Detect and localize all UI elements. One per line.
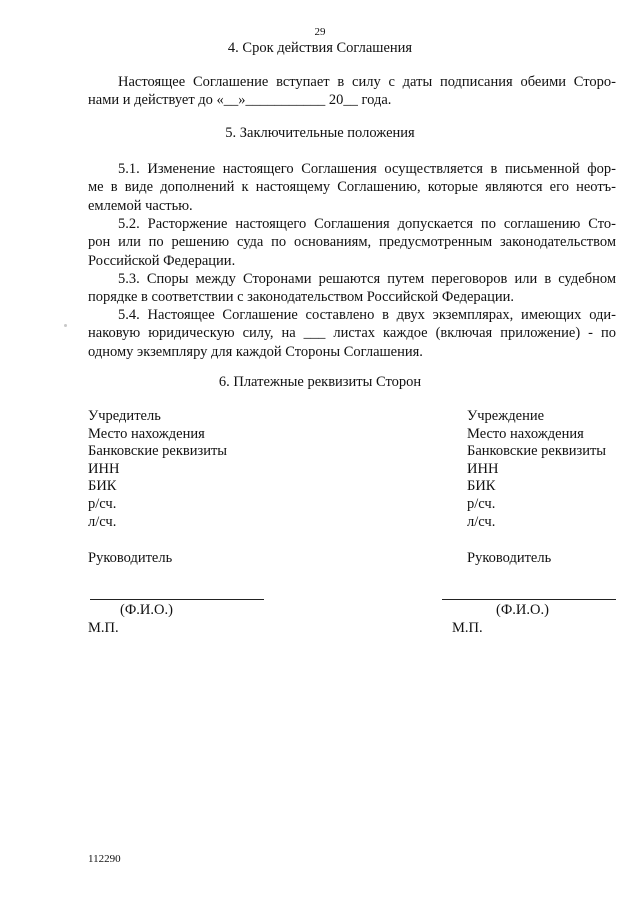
- section-5-title: 5. Заключительные положения: [225, 125, 415, 141]
- text-line: порядке в соответствии с законодательством Российской Федерации.: [88, 289, 514, 306]
- institution-signature-line: [442, 599, 616, 600]
- text-line: 5.1. Изменение настоящего Соглашения осуществляется в письменной фор-: [118, 161, 616, 177]
- text-line: одному экземпляру для каждой Стороны Соглашения.: [88, 343, 423, 360]
- requisite-line: БИК: [467, 478, 496, 495]
- requisite-line: р/сч.: [467, 495, 496, 512]
- text-line: 5.4. Настоящее Соглашение составлено в двух экземплярах, имеющих оди-: [118, 307, 616, 323]
- section-4-title: 4. Срок действия Соглашения: [227, 40, 413, 56]
- institution-stamp-label: М.П.: [452, 620, 483, 636]
- page-number: 29: [314, 26, 326, 38]
- requisite-line: л/сч.: [467, 513, 496, 530]
- text-line: наковую юридическую силу, на ___ листах каждое (включая приложение) - по: [88, 325, 616, 342]
- founder-signature-line: [90, 599, 264, 600]
- institution-head-label: Руководитель: [467, 550, 552, 566]
- requisite-line: Место нахождения: [467, 425, 584, 442]
- requisite-line: Место нахождения: [88, 425, 205, 442]
- text-line: нами и действует до «__»___________ 20__ года.: [88, 92, 392, 109]
- requisite-line: Учредитель: [88, 408, 161, 424]
- founder-fio-label: (Ф.И.О.): [120, 602, 173, 618]
- document-code: 112290: [88, 853, 121, 865]
- requisite-line: р/сч.: [88, 495, 117, 512]
- institution-fio-label: (Ф.И.О.): [496, 602, 549, 618]
- text-line: рон или по решению суда по основаниям, предусмотренным законодательством: [88, 234, 616, 251]
- founder-requisites: [88, 408, 227, 531]
- text-line: 5.3. Споры между Сторонами решаются путем переговоров или в судебном: [118, 271, 616, 287]
- institution-requisites: [467, 408, 606, 531]
- text-line: емлемой частью.: [88, 197, 193, 214]
- clause-5-1: [88, 160, 616, 215]
- requisite-line: ИНН: [467, 460, 499, 477]
- clause-5-4: [88, 306, 616, 361]
- scan-speck: [64, 324, 67, 327]
- clause-5-2: [88, 215, 616, 270]
- section-4-paragraph: [88, 73, 616, 110]
- requisite-line: Банковские реквизиты: [467, 443, 607, 460]
- text-line: ме в виде дополнений к настоящему Соглашению, которые являются его неотъ-: [88, 179, 616, 196]
- text-line: Настоящее Соглашение вступает в силу с даты подписания обеими Сторо-: [118, 74, 616, 90]
- text-line: Российской Федерации.: [88, 252, 236, 269]
- requisite-line: Банковские реквизиты: [88, 443, 228, 460]
- section-6-title: 6. Платежные реквизиты Сторон: [218, 374, 422, 390]
- founder-head-label: Руководитель: [88, 550, 173, 566]
- requisite-line: л/сч.: [88, 513, 117, 530]
- requisite-line: Учреждение: [467, 408, 545, 424]
- requisite-line: БИК: [88, 478, 117, 495]
- clause-5-3: [88, 270, 616, 307]
- text-line: 5.2. Расторжение настоящего Соглашения допускается по соглашению Сто-: [118, 216, 616, 232]
- founder-stamp-label: М.П.: [88, 620, 119, 636]
- requisite-line: ИНН: [88, 460, 120, 477]
